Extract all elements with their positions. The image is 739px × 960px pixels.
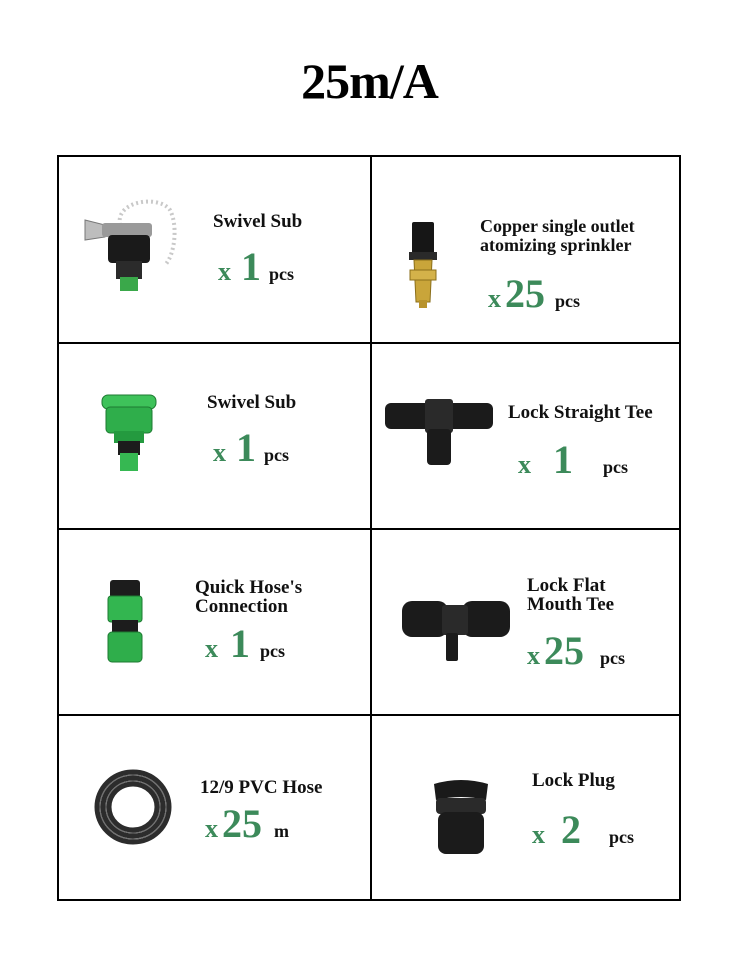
copper-sprinkler-icon — [403, 222, 443, 310]
product-quantity — [205, 800, 289, 847]
quantity-unit: pcs — [555, 291, 581, 311]
flat-mouth-tee-icon — [402, 597, 512, 663]
quantity-unit: m — [274, 821, 289, 841]
product-name: Swivel Sub — [207, 392, 297, 413]
quantity-multiplier: x — [527, 641, 540, 670]
quantity-unit: pcs — [264, 445, 290, 465]
product-quantity — [205, 620, 285, 667]
quantity-unit: pcs — [600, 648, 626, 668]
product-name: 12/9 PVC Hose — [200, 777, 323, 798]
product-name — [195, 578, 302, 616]
swivel-sub-with-chain-icon — [80, 195, 180, 295]
quantity-unit: pcs — [260, 641, 286, 661]
quantity-count: 1 — [553, 437, 573, 482]
product-quantity — [213, 424, 289, 471]
grid-divider-horizontal — [59, 714, 679, 716]
product-name-line: Lock Flat — [527, 575, 606, 596]
quantity-unit: pcs — [603, 457, 629, 477]
quantity-count: 1 — [241, 244, 261, 289]
product-name: Lock Plug — [532, 770, 615, 791]
product-quantity — [532, 806, 634, 853]
quantity-count: 25 — [505, 271, 545, 316]
product-quantity — [218, 243, 294, 290]
quantity-multiplier: x — [205, 634, 218, 663]
quantity-multiplier: x — [205, 814, 218, 843]
product-name-line: atomizing sprinkler — [480, 235, 632, 255]
coiled-hose-icon — [93, 768, 173, 846]
quantity-count: 25 — [544, 628, 584, 673]
product-name-line: Mouth Tee — [527, 594, 615, 615]
product-name — [480, 217, 635, 255]
lock-plug-icon — [430, 778, 492, 856]
quantity-count: 1 — [230, 621, 250, 666]
product-name-line: Copper single outlet — [480, 216, 635, 236]
quantity-unit: pcs — [609, 827, 635, 847]
quantity-multiplier: x — [213, 438, 226, 467]
product-quantity — [518, 436, 628, 483]
quantity-multiplier: x — [488, 284, 501, 313]
quick-connector-icon — [106, 580, 144, 664]
product-name-line: Quick Hose's — [195, 577, 303, 598]
straight-tee-icon — [385, 397, 495, 467]
product-name-line: Connection — [195, 596, 288, 617]
page-title: 25m/A — [301, 53, 438, 109]
quantity-count: 2 — [561, 807, 581, 852]
product-name: Swivel Sub — [213, 211, 303, 232]
green-swivel-sub-icon — [100, 393, 158, 473]
quantity-multiplier: x — [218, 257, 231, 286]
product-name: Lock Straight Tee — [508, 402, 653, 423]
product-quantity — [488, 270, 580, 317]
quantity-unit: pcs — [269, 264, 295, 284]
grid-divider-horizontal — [59, 342, 679, 344]
quantity-count: 1 — [236, 425, 256, 470]
quantity-multiplier: x — [532, 820, 545, 849]
quantity-count: 25 — [222, 801, 262, 846]
quantity-multiplier: x — [518, 450, 531, 479]
product-quantity — [527, 627, 625, 674]
product-name — [527, 576, 614, 614]
grid-divider-horizontal — [59, 528, 679, 530]
